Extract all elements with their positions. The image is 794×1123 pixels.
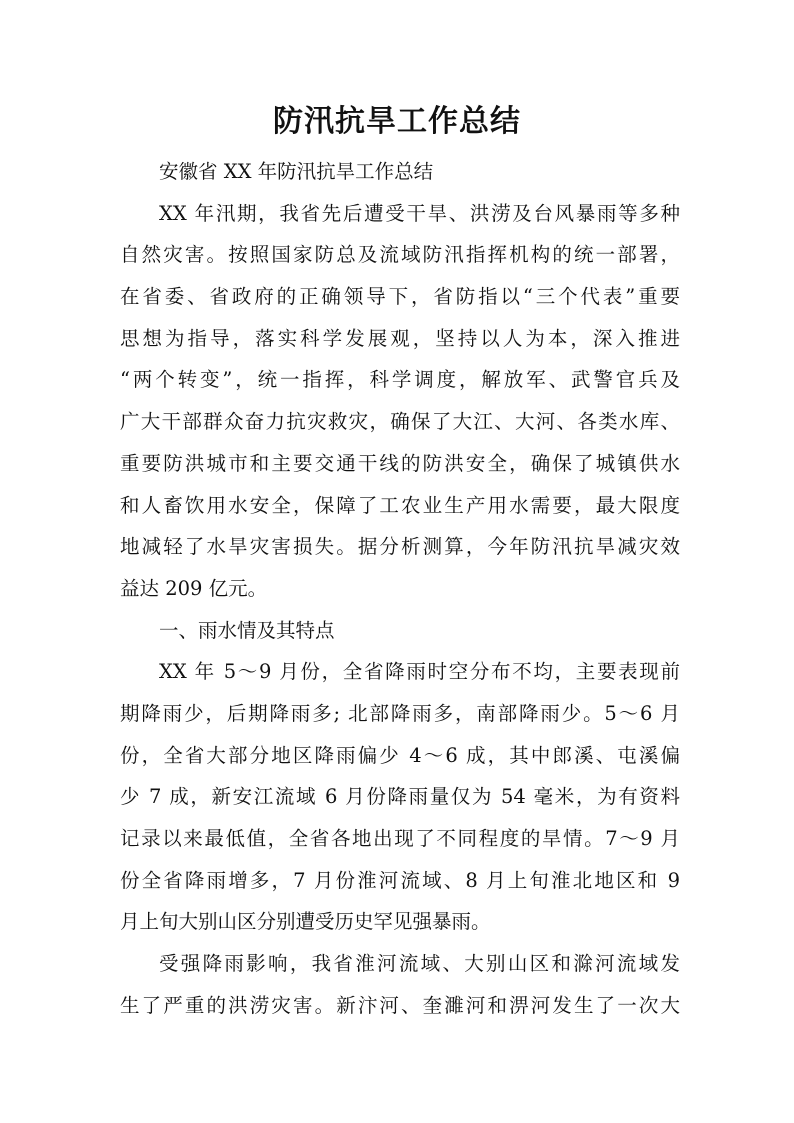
- text-line: 受强降雨影响，我省淮河流域、大别山区和滁河流域发: [159, 952, 680, 976]
- text-line: 重要防洪城市和主要交通干线的防洪安全，确保了城镇供水: [120, 451, 680, 475]
- text-line: 生了严重的洪涝灾害。新汴河、奎濉河和淠河发生了一次大: [120, 993, 680, 1017]
- text-line: XX 年汛期，我省先后遭受干旱、洪涝及台风暴雨等多种: [159, 201, 680, 225]
- text-line: 在省委、省政府的正确领导下，省防指以“三个代表”重要: [120, 285, 680, 309]
- text-line: 和人畜饮用水安全，保障了工农业生产用水需要，最大限度: [120, 493, 680, 517]
- text-line: XX 年 5～9 月份，全省降雨时空分布不均，主要表现前: [159, 660, 680, 684]
- text-line: 一、雨水情及其特点: [159, 618, 335, 642]
- text-line: 益达 209 亿元。: [120, 576, 268, 600]
- document-title: 防汛抗旱工作总结: [273, 104, 521, 139]
- text-line: 记录以来最低值，全省各地出现了不同程度的旱情。7～9 月: [120, 827, 680, 850]
- text-line: “两个转变”，统一指挥，科学调度，解放军、武警官兵及: [120, 368, 680, 392]
- text-line: 思想为指导，落实科学发展观，坚持以人为本，深入推进: [120, 326, 680, 350]
- text-line: 月上旬大别山区分别遭受历史罕见强暴雨。: [120, 910, 491, 934]
- text-line: 少 7 成，新安江流域 6 月份降雨量仅为 54 毫米，为有资料: [120, 785, 680, 809]
- text-line: 广大干部群众奋力抗灾救灾，确保了大江、大河、各类水库、: [120, 410, 680, 434]
- text-line: 自然灾害。按照国家防总及流域防汛指挥机构的统一部署，: [120, 243, 680, 267]
- text-line: 期降雨少，后期降雨多; 北部降雨多，南部降雨少。5～6 月: [120, 701, 680, 725]
- document-body: [120, 151, 680, 1026]
- text-line: 份全省降雨增多，7 月份淮河流域、8 月上旬淮北地区和 9: [120, 868, 680, 892]
- text-line: 地减轻了水旱灾害损失。据分析测算，今年防汛抗旱减灾效: [120, 535, 680, 559]
- text-line: 份，全省大部分地区降雨偏少 4～6 成，其中郎溪、屯溪偏: [120, 743, 680, 767]
- text-line: 安徽省 XX 年防汛抗旱工作总结: [159, 160, 434, 183]
